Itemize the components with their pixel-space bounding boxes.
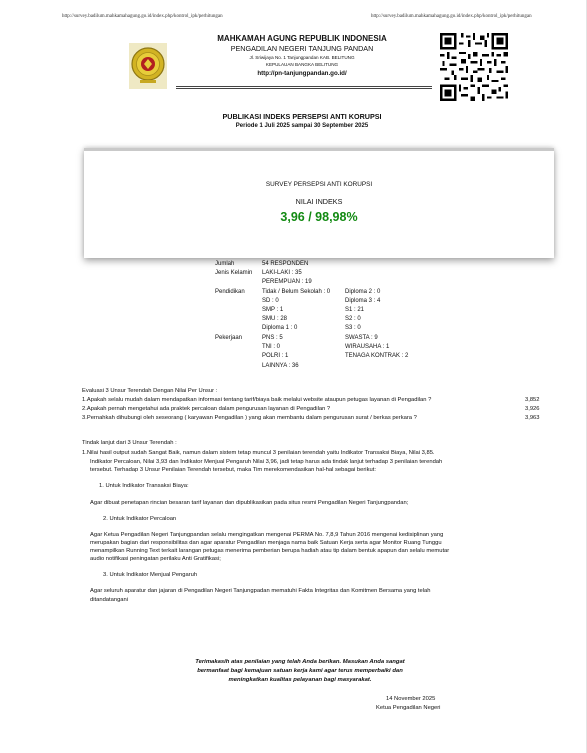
card-subtitle: NILAI INDEKS	[295, 197, 343, 206]
followup-sub1-body: Agar dibuat penetapan rincian besaran tarif layanan dan dipublikasikan pada situs resmi Pengadilan Negeri Tanjungpandan;	[90, 500, 409, 506]
job-item: TENAGA KONTRAK : 2	[345, 353, 409, 359]
index-score-card	[84, 148, 554, 258]
header-website: http://pn-tanjungpandan.go.id/	[257, 70, 347, 77]
evaluation-item: 1.Apakah selalu mudah dalam mendapatkan informasi tentang tarif/biaya baik melalui website ataupun petugas layanan di Pengadilan ?	[82, 397, 432, 403]
closing-line: bermanfaat bagi kemajuan satuan kerja kami agar terus memperbaiki dan	[197, 668, 403, 674]
evaluation-value: 3,852	[525, 397, 540, 403]
edu-item: SD : 0	[262, 298, 279, 304]
header-address: Jl. Sriwijaya No. 1 Tanjungpandan KAB. BELITUNG	[249, 55, 355, 60]
followup-intro-line: Indikator Percaloan, Nilai 3,93 dan Indikator Menjual Pengaruh Nilai 3,96, jadi tetap harus ada tindak lanjut terhadap 3 penilaian terendah	[90, 459, 443, 465]
closing-line: Terimakasih atas penilaian yang telah Anda berikan. Masukan Anda sangat	[195, 659, 405, 665]
job-item: POLRI : 1	[262, 353, 289, 359]
header-province: KEPULAUAN BANGKA BELITUNG	[265, 62, 339, 67]
court-seal-logo	[129, 43, 167, 89]
followup-sub1-title: 1. Untuk Indikator Transaksi Biaya:	[99, 483, 189, 489]
followup-sub2-body: merupakan bagian dari responsibilitas dan agar aparatur Pengadilan menjaga nama baik Satuan Kerja serta agar Monitor Ruang Tunggu	[90, 540, 442, 546]
education-label: Pendidikan	[215, 289, 245, 295]
followup-intro-line: tersebut. Terhadap 3 Unsur Penilaian Terendah tersebut, maka Tim merekomendasikan hal-hal sebagai berikut:	[90, 467, 376, 473]
edu-item: S2 : 0	[345, 316, 361, 322]
qr-code	[440, 33, 508, 101]
header-divider	[176, 86, 432, 89]
gender-female: PEREMPUAN : 19	[262, 279, 312, 285]
closing-line: meningkatkan kualitas pelayanan bagi masyarakat.	[228, 677, 372, 683]
publication-title: PUBLIKASI INDEKS PERSEPSI ANTI KORUPSI	[222, 112, 382, 121]
header-institution: MAHKAMAH AGUNG REPUBLIK INDONESIA	[217, 34, 387, 43]
signature-role: Ketua Pengadilan Negeri	[376, 705, 441, 711]
followup-sub3-title: 3. Untuk Indikator Menjual Pengaruh	[103, 572, 198, 578]
job-label: Pekerjaan	[215, 335, 243, 341]
header-court-name: PENGADILAN NEGERI TANJUNG PANDAN	[230, 44, 374, 53]
jumlah-value: 54 RESPONDEN	[262, 261, 309, 267]
print-url-left: http://survey.badilum.mahkamahagung.go.id/index.php/kontrol_ipk/perhitungan	[62, 14, 223, 19]
job-item: PNS : 5	[262, 335, 283, 341]
job-item: TNI : 0	[262, 344, 281, 350]
gender-male: LAKI-LAKI : 35	[262, 270, 302, 276]
signature-date: 14 November 2025	[386, 696, 436, 702]
edu-item: Diploma 3 : 4	[345, 298, 381, 304]
edu-item: SMU : 28	[262, 316, 288, 322]
evaluation-value: 3,926	[525, 406, 540, 412]
print-url-right: http://survey.badilum.mahkamahagung.go.id/index.php/kontrol_ipk/perhitungan	[371, 14, 532, 19]
followup-intro-line: 1.Nilai hasil output sudah Sangat Baik, namun dalam sistem tetap muncul 3 penilaian terendah yaitu Indikator Transaksi Biaya, Nilai 3,85.	[82, 450, 435, 456]
followup-sub3-body: Agar seluruh aparatur dan jajaran di Pengadilan Negeri Tanjungpadan mematuhi Fakta Integritas dan Komitmen Bersama yang telah	[90, 588, 431, 594]
job-item: SWASTA : 9	[345, 335, 378, 341]
edu-item: Diploma 2 : 0	[345, 289, 381, 295]
followup-heading: Tindak lanjut dari 3 Unsur Terendah :	[82, 440, 177, 446]
job-item: LAINNYA : 36	[262, 363, 299, 369]
gender-label: Jenis Kelamin	[215, 270, 253, 276]
card-title: SURVEY PERSEPSI ANTI KORUPSI	[265, 181, 373, 188]
followup-sub2-title: 2. Untuk Indikator Percaloan	[103, 516, 177, 522]
followup-sub3-body: ditandatangani	[90, 597, 129, 603]
jumlah-label: Jumlah	[215, 261, 235, 267]
edu-item: S3 : 0	[345, 325, 361, 331]
evaluation-item: 3.Pernahkah dihubungi oleh seseorang ( karyawan Pengadilan ) yang akan membantu dalam pengurusan surat / berkas perkara ?	[82, 415, 417, 421]
edu-item: SMP : 1	[262, 307, 284, 313]
followup-sub2-body: Agar Ketua Pengadilan Negeri Tanjungpandan selalu mengingatkan mengenai PERMA No. 7,8,9 Tahun 2016 mengenai kedisiplinan yang	[90, 532, 444, 538]
edu-item: S1 : 21	[345, 307, 365, 313]
followup-sub2-body: menampilkan Running Text terkait larangan petugas menerima pemberian berupa hadiah atau tip dalam bentuk apapun dan selalu memutar	[90, 548, 450, 554]
evaluation-value: 3,963	[525, 415, 540, 421]
publication-period: Periode 1 Juli 2025 sampai 30 September 2025	[235, 123, 369, 129]
job-item: WIRAUSAHA : 1	[345, 344, 390, 350]
followup-sub2-body: audio notifikasi peningatan perilaku Anti Gratifikasi;	[90, 556, 221, 562]
evaluation-item: 2.Apakah pernah mengetahui ada praktek percaloan dalam pengurusan layanan di Pengadilan ?	[82, 406, 331, 412]
edu-item: Tidak / Belum Sekolah : 0	[262, 289, 331, 295]
edu-item: Diploma 1 : 0	[262, 325, 298, 331]
evaluation-heading: Evaluasi 3 Unsur Terendah Dengan Nilai Per Unsur :	[82, 388, 218, 394]
card-top-band	[84, 148, 554, 151]
index-score: 3,96 / 98,98%	[280, 210, 358, 224]
